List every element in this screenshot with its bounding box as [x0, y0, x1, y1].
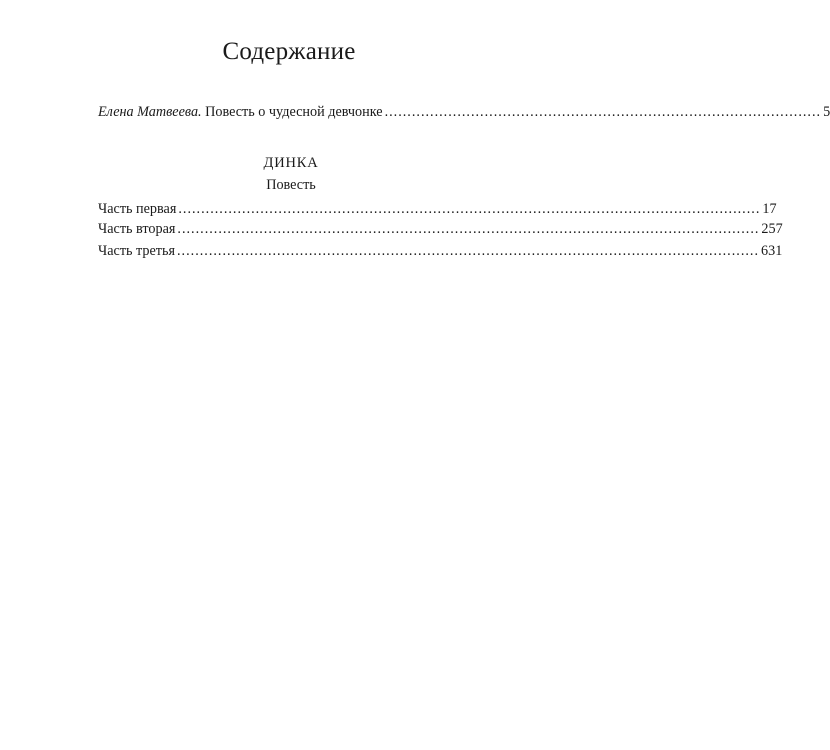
- toc-entry-part-3: [98, 243, 783, 260]
- toc-entry-label: Часть первая: [98, 201, 177, 217]
- section-subheading: Повесть: [266, 177, 316, 193]
- dot-leader: ................................................................................................................................: [177, 221, 760, 237]
- page-title: Содержание: [222, 38, 356, 65]
- toc-entry-title: Повесть о чудесной девчонке: [205, 104, 383, 120]
- dot-leader: ................................................................................................................................: [178, 201, 761, 217]
- toc-page-number: 257: [761, 221, 783, 237]
- toc-entry-label: Часть третья: [98, 243, 175, 259]
- toc-entry-part-1: [98, 201, 777, 218]
- toc-page-number: 631: [761, 243, 783, 259]
- dot-leader: ................................................................................................: [384, 104, 822, 120]
- section-heading: ДИНКА: [263, 155, 319, 171]
- toc-entry-label: [98, 104, 383, 121]
- toc-page-number: 5: [823, 104, 830, 120]
- toc-entry-label: Часть вторая: [98, 221, 176, 237]
- toc-entry-intro: [98, 104, 830, 121]
- toc-entry-author: Елена Матвеева.: [98, 104, 202, 120]
- toc-page-number: 17: [762, 201, 777, 217]
- dot-leader: ................................................................................................................................: [177, 243, 759, 259]
- toc-entry-part-2: [98, 221, 783, 238]
